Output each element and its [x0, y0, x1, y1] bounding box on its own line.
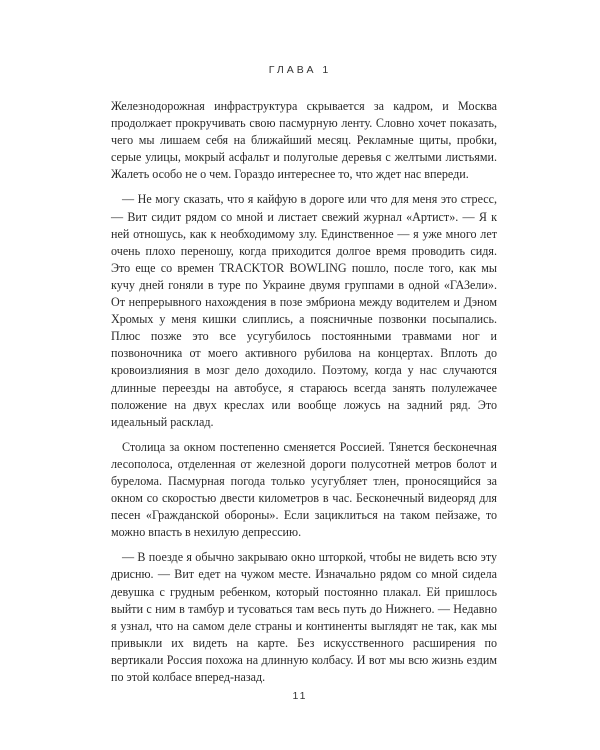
- paragraph: Столица за окном постепенно сменяется Россией. Тянется бесконечная лесополоса, отделенная от железной дороги полусотней метров болот и бурелома. Пасмурная погода только усугубляет тлен, проносящийся за окном со скоростью двести километров в час. Бесконечный видеоряд для песен «Гражданской обороны». Если зациклиться на таком пейзаже, то можно впасть в нехилую депрессию.: [111, 439, 497, 540]
- paragraph: — В поезде я обычно закрываю окно шторкой, чтобы не видеть всю эту дрисню. — Вит едет на чужом месте. Изначально рядом со мной сидела девушка с грудным ребенком, который постоянно плакал. Ей пришлось выйти с ним в тамбур и тусоваться там весь путь до Нижнего. — Недавно я узнал, что на самом деле страны и континенты выглядят не так, как мы привыкли их видеть на карте. Без искусственного расширения по вертикали Россия похожа на длинную колбасу. И вот мы всю жизнь ездим по этой колбасе вперед-назад.: [111, 550, 497, 684]
- chapter-header: ГЛАВА 1: [268, 64, 332, 76]
- page-number: 11: [292, 690, 308, 702]
- body-text: [111, 98, 497, 694]
- paragraph: — Не могу сказать, что я кайфую в дороге или что для меня это стресс, — Вит сидит рядом со мной и листает свежий журнал «Артист». — Я к ней отношусь, как к необходимому злу. Единственное — я уже много лет очень плохо переношу, когда приходится долгое время проводить сидя. Это еще со времен TRACKTOR BOWLING пошло, после того, как мы кучу дней гоняли в туре по Украине двумя группами в одной «ГАЗели». От непрерывного нахождения в позе эмбриона между водителем и Дэном Хромых у меня кишки слиплись, а поясничные позвонки посыпались. Плюс позже это все усугубилось постоянными травмами ног и позвоночника от моего активного рубилова на концертах. Вплоть до кровоизлияния в мозг дело доходило. Поэтому, когда у нас случаются длинные переезды на автобусе, я стараюсь всегда занять полулежачее положение на двух креслах или вообще ложусь на задний ряд. Это идеальный расклад.: [111, 192, 497, 429]
- paragraph: Железнодорожная инфраструктура скрывается за кадром, и Москва продолжает прокручивать свою пасмурную ленту. Словно хочет показать, чего мы лишаем себя на ближайший месяц. Рекламные щиты, пробки, серые улицы, мокрый асфальт и полуголые деревья с желтыми листьями. Жалеть особо не о чем. Гораздо интереснее то, что ждет нас впереди.: [111, 99, 497, 182]
